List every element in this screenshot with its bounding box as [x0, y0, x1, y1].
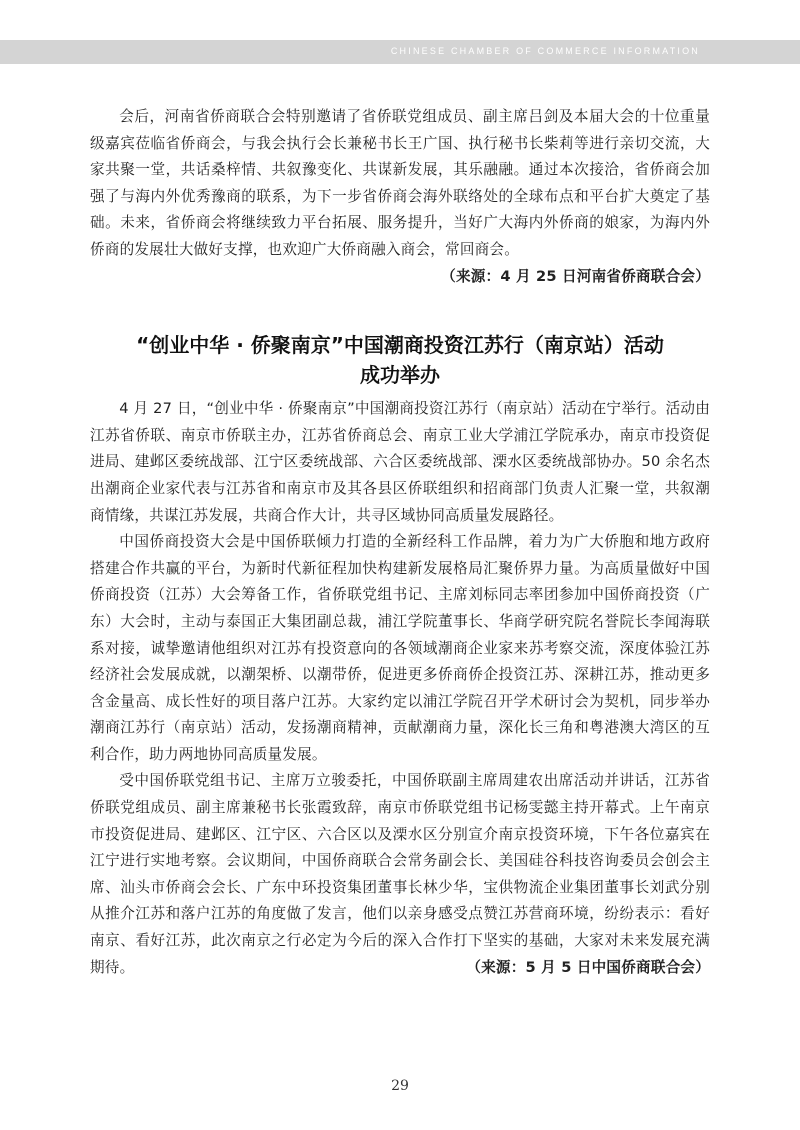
article2-paragraph-1: 4 月 27 日，“创业中华 · 侨聚南京”中国潮商投资江苏行（南京站）活动在宁举行。活动由江苏省侨联、南京市侨联主办，江苏省侨商总会、南京工业大学浦江学院承办，南京市投资促进局、建邺区委统战部、江宁区委统战部、六合区委统战部、溧水区委统战部协办。50 余名杰出潮商企业家代表与江苏省和南京市及其各县区侨联组织和招商部门负责人汇聚一堂，共叙潮商情缘，共谋江苏发展，共商合作大计，共寻区域协同高质量发展路径。: [90, 400, 710, 524]
page-content: [90, 104, 710, 981]
article2-source: （来源：5 月 5 日中国侨商联合会）: [466, 958, 710, 976]
article-henan: [90, 104, 710, 290]
article1-source: （来源：4 月 25 日河南省侨商联合会）: [441, 267, 710, 285]
article2-title-line1: “创业中华 · 侨聚南京”中国潮商投资江苏行（南京站）活动: [136, 333, 664, 358]
article-nanjing: [90, 330, 710, 981]
header-banner-text: CHINESE CHAMBER OF COMMERCE INFORMATION: [390, 46, 700, 56]
article2-title: [90, 330, 710, 390]
article2-title-line2: 成功举办: [360, 363, 440, 388]
page-number: 29: [391, 1078, 409, 1094]
article1-paragraph-1: 会后，河南省侨商联合会特别邀请了省侨联党组成员、副主席吕剑及本届大会的十位重量级嘉宾莅临省侨商会，与我会执行会长兼秘书长王广国、执行秘书长柴莉等进行亲切交流，大家共聚一堂，共话桑梓情、共叙豫变化、共谋新发展，其乐融融。通过本次接洽，省侨商会加强了与海内外优秀豫商的联系，为下一步省侨商会海外联络处的全球布点和平台扩大奠定了基础。未来，省侨商会将继续致力平台拓展、服务提升，当好广大海内外侨商的娘家，为海内外侨商的发展壮大做好支撑，也欢迎广大侨商融入商会，常回商会。: [90, 108, 710, 258]
article2-paragraph-2: 中国侨商投资大会是中国侨联倾力打造的全新经科工作品牌，着力为广大侨胞和地方政府搭建合作共赢的平台，为新时代新征程加快构建新发展格局汇聚侨界力量。为高质量做好中国侨商投资（江苏）大会筹备工作，省侨联党组书记、主席刘标同志率团参加中国侨商投资（广东）大会时，主动与泰国正大集团副总裁，浦江学院董事长、华商学研究院名誉院长李闻海联系对接，诚挚邀请他组织对江苏有投资意向的各领域潮商企业家来苏考察交流，深度体验江苏经济社会发展成就，以潮架桥、以潮带侨，促进更多侨商侨企投资江苏、深耕江苏，推动更多含金量高、成长性好的项目落户江苏。大家约定以浦江学院召开学术研讨会为契机，同步举办潮商江苏行（南京站）活动，发扬潮商精神，贡献潮商力量，深化长三角和粤港澳大湾区的互利合作，助力两地协同高质量发展。: [90, 533, 710, 763]
article2-paragraph-3: 受中国侨联党组书记、主席万立骏委托，中国侨联副主席周建农出席活动并讲话，江苏省侨联党组成员、副主席兼秘书长张霞致辞，南京市侨联党组书记杨雯懿主持开幕式。上午南京市投资促进局、建邺区、江宁区、六合区以及溧水区分别宣介南京投资环境，下午各位嘉宾在江宁进行实地考察。会议期间，中国侨商联合会常务副会长、美国硅谷科技咨询委员会创会主席、汕头市侨商会会长、广东中环投资集团董事长林少华，宝供物流企业集团董事长刘武分别从推介江苏和落户江苏的角度做了发言，他们以亲身感受点赞江苏营商环境，纷纷表示：看好南京、看好江苏，此次南京之行必定为今后的深入合作打下坚实的基础，大家对未来发展充满期待。: [90, 772, 710, 976]
header-bar: [0, 40, 800, 64]
